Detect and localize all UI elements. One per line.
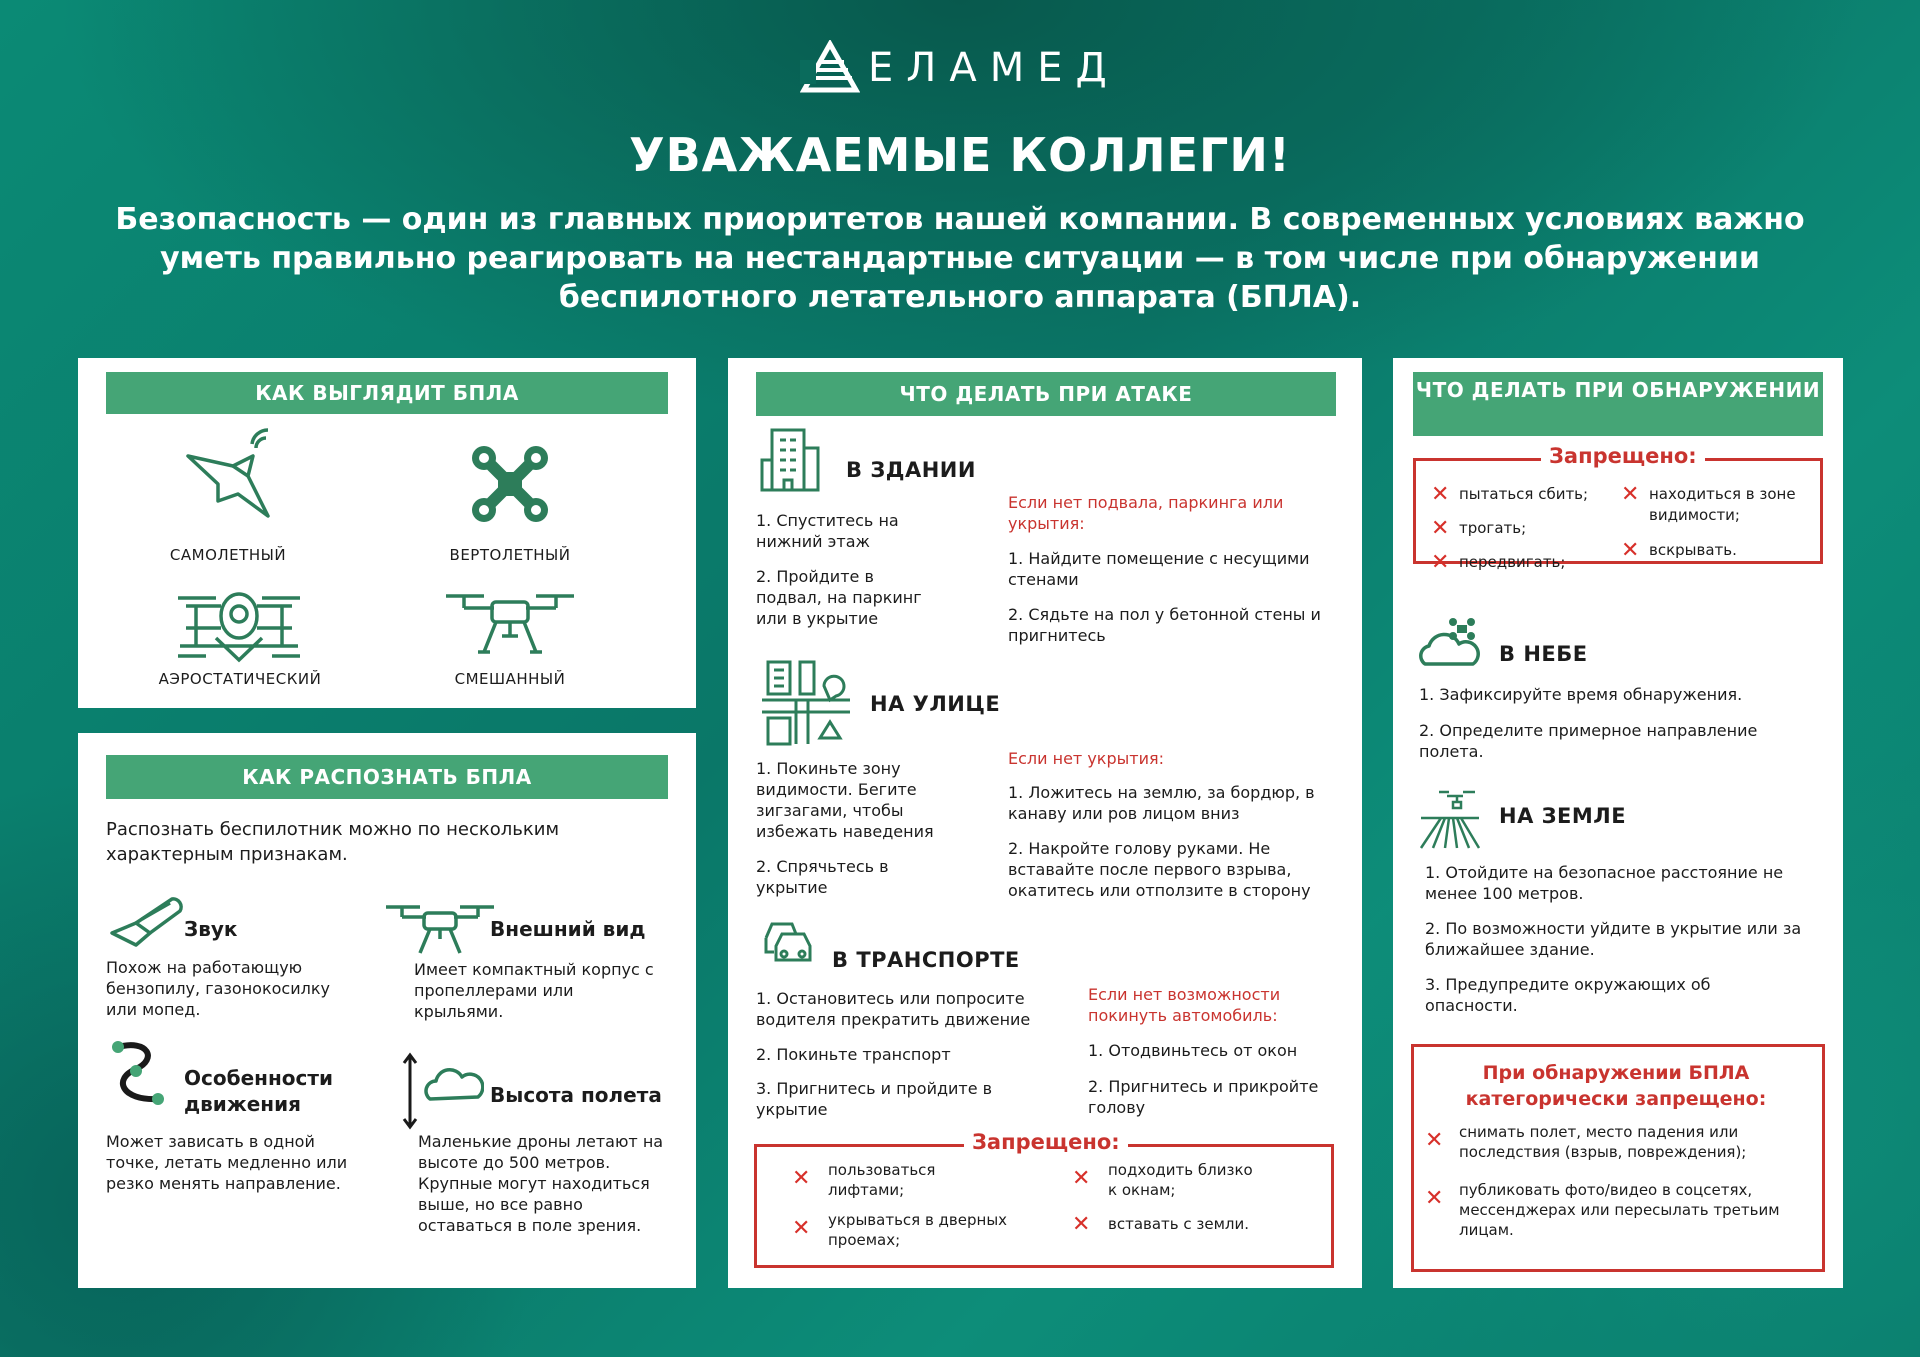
transport-step-2: 2. Покиньте транспорт <box>756 1045 951 1064</box>
field-drone-icon <box>1419 790 1481 852</box>
transport-title: В ТРАНСПОРТЕ <box>832 948 1020 972</box>
cross-icon: ✕ <box>1072 1212 1091 1237</box>
quadcopter-icon <box>470 444 550 524</box>
street-alt-step-2: 2. Накройте голову руками. Не вставайте после первого взрыва, окатитесь или отползите в сторону <box>1008 839 1311 900</box>
transport-alt-step-1: 1. Отодвиньтесь от окон <box>1088 1041 1298 1060</box>
attack-forbidden-item-3: подходить близко к окнам; <box>1108 1161 1253 1199</box>
type-label-aerostatic: АЭРОСТАТИЧЕСКИЙ <box>158 670 322 688</box>
cross-icon: ✕ <box>1425 1186 1444 1211</box>
sign-text-movement: Может зависать в одной точке, летать медленно или резко менять направление. <box>106 1132 348 1193</box>
card-recognize-title: КАК РАСПОЗНАТЬ БПЛА <box>106 755 668 799</box>
cross-icon: ✕ <box>1425 1128 1444 1153</box>
sky-title: В НЕБЕ <box>1499 642 1588 666</box>
sky-step-2: 2. Определите примерное направление полета. <box>1419 721 1758 761</box>
sign-title-movement: Особенности движения <box>184 1066 333 1116</box>
detect-forbidden-item-2: трогать; <box>1459 519 1527 537</box>
transport-step-3: 3. Пригнитесь и пройдите в укрытие <box>756 1079 993 1119</box>
recognize-intro: Распознать беспилотник можно по нескольким характерным признакам. <box>106 819 560 865</box>
brand-logo <box>800 38 1120 98</box>
sign-text-sound: Похож на работающую бензопилу, газонокосилку или мопед. <box>106 958 330 1019</box>
detect-strict-item-2: публиковать фото/видео в соцсетях, мессенджерах или пересылать третьим лицам. <box>1459 1181 1780 1239</box>
transport-step-1: 1. Остановитесь или попросите водителя прекратить движение <box>756 989 1031 1029</box>
cross-icon: ✕ <box>1431 482 1450 507</box>
detect-forbidden-item-3: передвигать; <box>1459 553 1566 571</box>
building-title: В ЗДАНИИ <box>846 458 976 482</box>
street-title: НА УЛИЦЕ <box>870 692 1001 716</box>
hybrid-drone-icon <box>444 586 576 660</box>
street-alt-title: Если нет укрытия: <box>1008 749 1164 768</box>
card-look <box>78 358 696 708</box>
transport-alt-title: Если нет возможности покинуть автомобиль: <box>1088 985 1281 1025</box>
sign-title-sound: Звук <box>184 917 238 941</box>
cross-icon: ✕ <box>1621 538 1640 563</box>
zigzag-path-icon <box>108 1039 170 1109</box>
ground-step-1: 1. Отойдите на безопасное расстояние не менее 100 метров. <box>1425 863 1784 903</box>
chainsaw-icon <box>106 889 186 949</box>
building-alt-step-1: 1. Найдите помещение с несущими стенами <box>1008 549 1310 589</box>
cloud-drone-icon <box>1419 616 1481 668</box>
cross-icon: ✕ <box>1431 516 1450 541</box>
ground-step-3: 3. Предупредите окружающих об опасности. <box>1425 975 1711 1015</box>
cross-icon: ✕ <box>1431 550 1450 575</box>
card-detect-title: ЧТО ДЕЛАТЬ ПРИ ОБНАРУЖЕНИИ <box>1413 372 1823 436</box>
sign-text-appearance: Имеет компактный корпус с пропеллерами или крыльями. <box>414 960 654 1021</box>
sign-title-altitude: Высота полета <box>490 1083 662 1107</box>
brand-logo-icon <box>800 40 860 96</box>
street-step-2: 2. Спрячьтесь в укрытие <box>756 857 889 897</box>
type-label-helicopter: ВЕРТОЛЕТНЫЙ <box>449 546 571 564</box>
attack-forbidden-item-4: вставать с земли. <box>1108 1215 1250 1233</box>
building-step-1: 1. Спуститесь на нижний этаж <box>756 511 899 551</box>
type-label-hybrid: СМЕШАННЫЙ <box>454 670 566 688</box>
sky-step-1: 1. Зафиксируйте время обнаружения. <box>1419 685 1743 704</box>
drone-icon <box>384 901 496 957</box>
detect-forbidden-item-1: пытаться сбить; <box>1459 485 1589 503</box>
building-step-2: 2. Пройдите в подвал, на паркинг или в укрытие <box>756 567 922 628</box>
altitude-cloud-icon <box>400 1051 484 1131</box>
page-title: УВАЖАЕМЫЕ КОЛЛЕГИ! <box>629 128 1291 182</box>
ground-step-2: 2. По возможности уйдите в укрытие или за ближайшее здание. <box>1425 919 1802 959</box>
detect-strict-title: При обнаружении БПЛА категорически запрещено: <box>1465 1062 1767 1110</box>
brand-name: ЕЛАМЕД <box>868 45 1120 91</box>
plane-drone-icon <box>178 426 288 526</box>
detect-strict-item-1: снимать полет, место падения или последствия (взрыв, повреждения); <box>1459 1123 1747 1161</box>
cross-icon: ✕ <box>1621 482 1640 507</box>
car-icon <box>762 920 814 966</box>
attack-forbidden-title: Запрещено: <box>964 1130 1128 1154</box>
cross-icon: ✕ <box>792 1216 811 1241</box>
transport-alt-step-2: 2. Пригнитесь и прикройте голову <box>1088 1077 1319 1117</box>
cross-icon: ✕ <box>792 1166 811 1191</box>
street-alt-step-1: 1. Ложитесь на землю, за бордюр, в канаву или ров лицом вниз <box>1008 783 1315 823</box>
street-step-1: 1. Покиньте зону видимости. Бегите зигзагами, чтобы избежать наведения <box>756 759 934 841</box>
card-attack-title: ЧТО ДЕЛАТЬ ПРИ АТАКЕ <box>756 372 1336 416</box>
card-look-title: КАК ВЫГЛЯДИТ БПЛА <box>106 372 668 414</box>
page-intro: Безопасность — один из главных приоритетов нашей компании. В современных условиях важно уметь правильно реагировать на нестандартные ситуации — в том числе при обнаружении беспилотного летательного аппарата (БПЛА). <box>115 202 1805 315</box>
detect-forbidden-title: Запрещено: <box>1541 444 1705 468</box>
type-label-plane: САМОЛЕТНЫЙ <box>169 546 287 564</box>
detect-forbidden-item-4: находиться в зоне видимости; <box>1649 485 1796 524</box>
street-crossing-icon <box>760 656 852 746</box>
card-attack <box>728 358 1362 1288</box>
building-icon <box>760 426 822 492</box>
cross-icon: ✕ <box>1072 1166 1091 1191</box>
building-alt-title: Если нет подвала, паркинга или укрытия: <box>1008 493 1284 533</box>
ground-title: НА ЗЕМЛЕ <box>1499 804 1627 828</box>
building-alt-step-2: 2. Сядьте на пол у бетонной стены и пригнитесь <box>1008 605 1321 645</box>
card-detect <box>1393 358 1843 1288</box>
sign-title-appearance: Внешний вид <box>490 917 646 941</box>
detect-forbidden-item-5: вскрывать. <box>1649 541 1737 559</box>
aerostatic-drone-icon <box>176 586 302 666</box>
sign-text-altitude: Маленькие дроны летают на высоте до 500 метров. Крупные могут находиться выше, но все равно оставаться в поле зрения. <box>418 1132 664 1235</box>
card-recognize <box>78 733 696 1288</box>
attack-forbidden-item-2: укрываться в дверных проемах; <box>828 1211 1008 1249</box>
attack-forbidden-item-1: пользоваться лифтами; <box>828 1161 936 1199</box>
